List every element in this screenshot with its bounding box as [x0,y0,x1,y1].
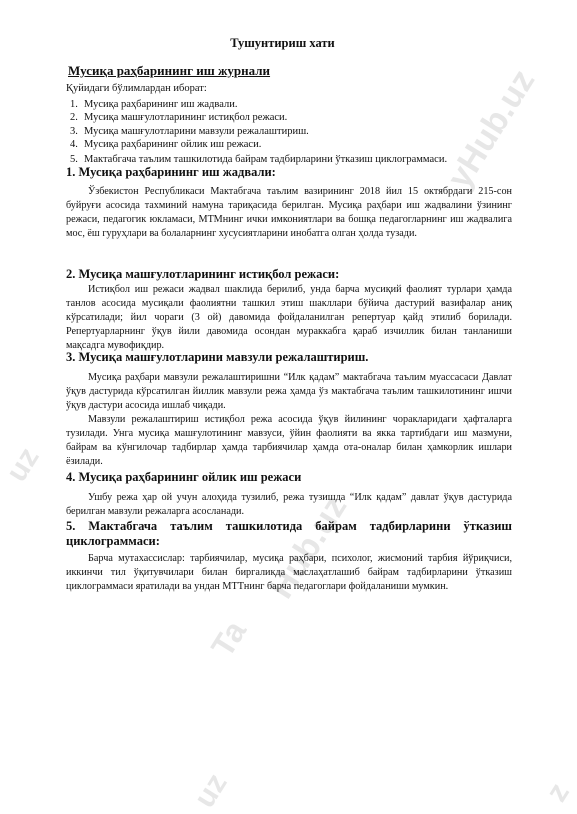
section-3-paragraph-2: Мавзули режалаштириш истиқбол режа асосида ўқув йилининг чоракларидаги ҳафталарга тузилади. Унга мусиқа машғулотининг мавзуси, ўйин фаолияти ва якка тартибдаги иш мазмуни, байрам ва кўнгилочар тадбирлар ҳамда тарбиячилар ҳамда ота-оналар билан ҳамкорлик ишлари ёзилади. [66,414,512,467]
page-subtitle: Мусиқа раҳбарининг иш журнали [68,63,271,78]
section-2-paragraph: Истиқбол иш режаси жадвал шаклида берилиб, унда барча мусиқий фаолият турлари ҳамда танлов асосида мусиқали фаолиятни ташкил этиш шакллари бўйича дастурий вазифалар аниқ кўрсатилади; йил чораги (3 ой) давомида фойдаланилган репертуар қайд этилиб борилади. Репертуарларнинг ўқув йили давомида осондан мураккабга қараб изчиллик билан танланиши мақсадга мувофиқдир. [66,284,512,351]
section-5-heading: 5. Мактабгача таълим ташкилотида байрам тадбирларини ўтказиш циклограммаси: [66,519,512,548]
toc-item: 2. Мусиқа машғулотларининг истиқбол режаси. [70,112,288,124]
watermark-center: Hub.uz [262,488,355,606]
toc-item: 3. Мусиқа машғулотларини мавзули режалаштириш. [70,125,309,137]
watermark-left: uz [0,441,46,488]
section-4-heading: 4. Мусиқа раҳбарининг ойлик иш режаси [66,470,302,484]
section-1-heading: 1. Мусиқа раҳбарининг иш жадвали: [66,165,276,179]
watermark-center-fragment: Ta [204,614,254,664]
section-2-heading: 2. Мусиқа машғулотларининг истиқбол режаси: [66,267,340,281]
toc-item: 5. Мактабгача таълим ташкилотида байрам тадбирларини ўтказиш циклограммаси. [70,154,448,166]
section-4-paragraph: Ушбу режа ҳар ой учун алоҳида тузилиб, режа тузишда “Илк қадам” давлат ўқув дастурида берилган мавзули режаларга асосланади. [66,492,512,517]
section-1-paragraph: Ўзбекистон Республикаси Мактабгача таълим вазирининг 2018 йил 15 октябрдаги 215-сон буйруғи асосида тахминий намуна тариқасида берилган. Мусиқа раҳбари иш жадвалини ўзининг режаси, педагогик юкламаси, МТМнинг ички имкониятлари ва бошқа педагогларнинг иш жадвалига мос, ёш гуруҳлари ва болаларнинг хусусиятларини инобатга олган ҳолда тузади. [66,186,512,239]
page-title: Тушунтириш хати [230,36,335,50]
section-3-paragraph-1: Мусиқа раҳбари мавзули режалаштиришни “Илк қадам” мактабгача таълим муассасаси Давлат ўқув дастурида кўрсатилган йиллик мавзули режа ҳамда ўз мактабгача таълим ташкилотининг ишчи ўқув дастури асосида ишлаб чиқади. [66,372,512,411]
table-of-contents [70,98,447,166]
watermark-bottom-left: uz [188,767,234,814]
intro-text: Қуйидаги бўлимлардан иборат: [66,83,207,94]
watermark-bottom-right: z [540,777,576,808]
toc-item: 4. Мусиқа раҳбарининг ойлик иш режаси. [70,138,262,150]
watermark-top-right: yHub.uz [440,62,543,196]
toc-item: 1. Мусиқа раҳбарининг иш жадвали. [70,99,238,110]
section-3-heading: 3. Мусиқа машғулотларини мавзули режалаштириш. [66,350,369,364]
section-5-paragraph: Барча мутахассислар: тарбиячилар, мусиқа раҳбари, психолог, жисмоний тарбия йўриқчиси, иккинчи тил ўқитувчилари билан биргаликда маслаҳатлашиб байрам тадбирларини ўтказиш циклограммаси яратилади ва ундан МТТнинг барча педагоглари фойдаланиши мумкин. [66,553,512,592]
